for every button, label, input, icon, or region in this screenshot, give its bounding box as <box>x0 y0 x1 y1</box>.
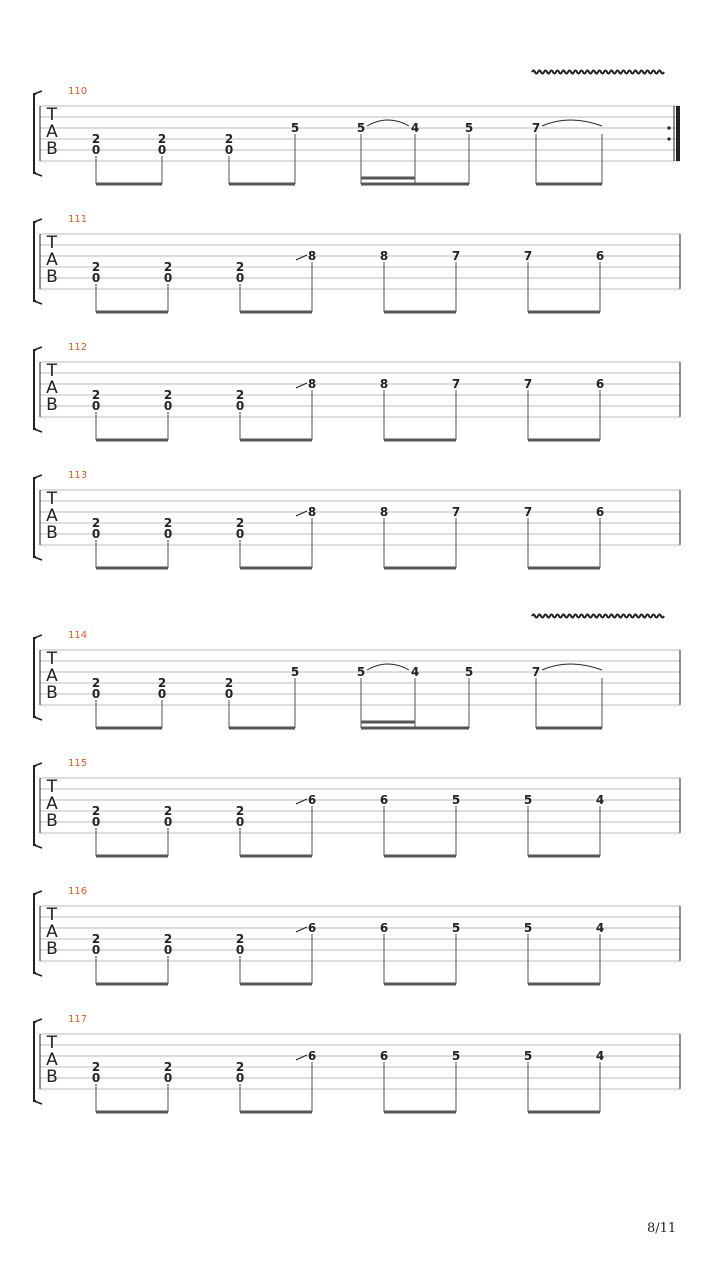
tab-note <box>236 1060 244 1112</box>
tab-note <box>596 793 604 856</box>
fret-number: 7 <box>451 505 461 519</box>
tab-note <box>380 793 388 856</box>
fret-number: 2 <box>163 260 173 274</box>
fret-number: 0 <box>163 1071 173 1085</box>
fret-number: 0 <box>163 399 173 413</box>
tab-note <box>452 249 460 312</box>
fret-number: 8 <box>307 505 317 519</box>
fret-number: 5 <box>451 921 461 935</box>
fret-number: 0 <box>235 943 245 957</box>
fret-number: 6 <box>307 793 317 807</box>
tab-clef-b: B <box>46 395 58 415</box>
tab-clef-t: T <box>46 233 58 253</box>
tab-note <box>92 932 100 984</box>
fret-number: 2 <box>235 1060 245 1074</box>
fret-number: 5 <box>523 921 533 935</box>
fret-number: 4 <box>410 665 420 679</box>
fret-number: 2 <box>91 676 101 690</box>
fret-number: 7 <box>451 377 461 391</box>
system-bracket <box>34 1022 36 1101</box>
fret-number: 2 <box>91 516 101 530</box>
fret-number: 2 <box>157 676 167 690</box>
tab-note <box>92 132 100 184</box>
tab-note <box>452 921 460 984</box>
fret-number: 5 <box>523 793 533 807</box>
measure-number: 112 <box>68 342 88 353</box>
tab-note <box>296 793 316 856</box>
fret-number: 4 <box>595 793 605 807</box>
fret-number: 7 <box>531 665 541 679</box>
fret-number: 8 <box>307 249 317 263</box>
tab-note <box>158 676 166 728</box>
bracket-top-hook <box>34 635 42 638</box>
fret-number: 0 <box>163 815 173 829</box>
tab-clef-t: T <box>46 905 58 925</box>
tab-note <box>291 665 299 728</box>
tab-note <box>532 664 602 728</box>
tab-note <box>465 121 473 184</box>
bracket-bottom-hook <box>34 429 42 432</box>
measure-number: 115 <box>68 758 88 769</box>
bracket-bottom-hook <box>34 301 42 304</box>
tab-note <box>411 665 419 728</box>
tab-clef-a: A <box>46 506 58 526</box>
tab-system-116 <box>34 886 680 984</box>
tab-clef-t: T <box>46 649 58 669</box>
fret-number: 2 <box>91 260 101 274</box>
bracket-top-hook <box>34 763 42 766</box>
fret-number: 0 <box>91 399 101 413</box>
fret-number: 0 <box>235 1071 245 1085</box>
repeat-dot <box>667 137 670 140</box>
tab-note <box>164 1060 172 1112</box>
fret-number: 4 <box>595 1049 605 1063</box>
tab-note <box>380 921 388 984</box>
fret-number: 0 <box>224 687 234 701</box>
tab-system-114 <box>34 615 680 729</box>
tab-note <box>524 505 532 568</box>
fret-number: 8 <box>379 505 389 519</box>
fret-number: 7 <box>531 121 541 135</box>
tab-note <box>465 665 473 728</box>
tab-clef-b: B <box>46 683 58 703</box>
fret-number: 7 <box>523 377 533 391</box>
system-bracket <box>34 638 36 717</box>
fret-number: 2 <box>163 388 173 402</box>
fret-number: 2 <box>91 132 101 146</box>
tab-note <box>596 249 604 312</box>
system-bracket <box>34 94 36 173</box>
fret-number: 4 <box>410 121 420 135</box>
tab-note <box>92 1060 100 1112</box>
fret-number: 0 <box>157 143 167 157</box>
tab-clef-a: A <box>46 250 58 270</box>
tab-note <box>296 377 316 440</box>
tab-note <box>296 249 316 312</box>
tab-note <box>532 120 602 184</box>
fret-number: 6 <box>307 921 317 935</box>
tab-system-117 <box>34 1014 680 1112</box>
tab-note <box>380 505 388 568</box>
measure-number: 116 <box>68 886 88 897</box>
fret-number: 2 <box>91 1060 101 1074</box>
fret-number: 8 <box>307 377 317 391</box>
tie-arc <box>367 664 409 670</box>
fret-number: 2 <box>163 804 173 818</box>
tab-note <box>164 516 172 568</box>
bracket-bottom-hook <box>34 973 42 976</box>
tab-note <box>380 377 388 440</box>
bracket-bottom-hook <box>34 1101 42 1104</box>
fret-number: 6 <box>379 1049 389 1063</box>
fret-number: 6 <box>595 505 605 519</box>
tab-note <box>524 921 532 984</box>
tab-system-115 <box>34 758 680 856</box>
tab-clef-a: A <box>46 378 58 398</box>
bracket-top-hook <box>34 347 42 350</box>
tab-system-111 <box>34 214 680 312</box>
fret-number: 2 <box>157 132 167 146</box>
fret-number: 0 <box>91 815 101 829</box>
repeat-dot <box>667 126 670 129</box>
bracket-top-hook <box>34 891 42 894</box>
fret-number: 0 <box>235 527 245 541</box>
tab-system-112 <box>34 342 680 440</box>
tab-note <box>524 249 532 312</box>
tab-clef-t: T <box>46 1033 58 1053</box>
fret-number: 0 <box>91 687 101 701</box>
page-number: 8/11 <box>647 1221 677 1236</box>
fret-number: 0 <box>91 943 101 957</box>
fret-number: 8 <box>379 377 389 391</box>
tab-note <box>92 676 100 728</box>
tie-arc <box>542 664 602 670</box>
tie-arc <box>367 120 409 126</box>
tab-clef-t: T <box>46 489 58 509</box>
bracket-bottom-hook <box>34 173 42 176</box>
tab-note <box>164 932 172 984</box>
tab-note <box>164 260 172 312</box>
fret-number: 0 <box>163 943 173 957</box>
fret-number: 0 <box>91 143 101 157</box>
fret-number: 2 <box>235 804 245 818</box>
system-bracket <box>34 766 36 845</box>
fret-number: 5 <box>523 1049 533 1063</box>
tie-arc <box>542 120 602 126</box>
fret-number: 0 <box>163 271 173 285</box>
fret-number: 0 <box>235 399 245 413</box>
fret-number: 0 <box>235 271 245 285</box>
fret-number: 6 <box>379 793 389 807</box>
fret-number: 7 <box>523 505 533 519</box>
system-bracket <box>34 894 36 973</box>
tab-note <box>452 505 460 568</box>
fret-number: 2 <box>235 932 245 946</box>
bracket-bottom-hook <box>34 845 42 848</box>
tab-clef-b: B <box>46 811 58 831</box>
fret-number: 0 <box>163 527 173 541</box>
measure-number: 113 <box>68 470 88 481</box>
fret-number: 2 <box>235 516 245 530</box>
fret-number: 5 <box>356 121 366 135</box>
fret-number: 2 <box>235 388 245 402</box>
tab-note <box>296 921 316 984</box>
tab-note <box>596 921 604 984</box>
tab-note <box>524 1049 532 1112</box>
tab-note <box>357 664 409 728</box>
tab-note <box>236 932 244 984</box>
tab-note <box>357 120 409 184</box>
fret-number: 2 <box>91 932 101 946</box>
fret-number: 5 <box>356 665 366 679</box>
fret-number: 0 <box>224 143 234 157</box>
tab-clef-a: A <box>46 794 58 814</box>
bracket-top-hook <box>34 1019 42 1022</box>
fret-number: 2 <box>235 260 245 274</box>
fret-number: 0 <box>235 815 245 829</box>
tab-clef-b: B <box>46 139 58 159</box>
tab-note <box>411 121 419 184</box>
tab-note <box>524 793 532 856</box>
fret-number: 6 <box>595 377 605 391</box>
fret-number: 6 <box>307 1049 317 1063</box>
fret-number: 2 <box>163 1060 173 1074</box>
bracket-top-hook <box>34 91 42 94</box>
bracket-top-hook <box>34 475 42 478</box>
tab-note <box>452 793 460 856</box>
tab-note <box>158 132 166 184</box>
tab-clef-b: B <box>46 939 58 959</box>
tab-clef-a: A <box>46 666 58 686</box>
tab-note <box>236 388 244 440</box>
vibrato-mark <box>532 615 664 618</box>
fret-number: 0 <box>157 687 167 701</box>
fret-number: 7 <box>523 249 533 263</box>
measure-number: 117 <box>68 1014 88 1025</box>
fret-number: 6 <box>595 249 605 263</box>
tab-note <box>164 804 172 856</box>
fret-number: 6 <box>379 921 389 935</box>
tab-note <box>452 377 460 440</box>
tab-note <box>236 260 244 312</box>
tab-note <box>596 377 604 440</box>
bracket-bottom-hook <box>34 717 42 720</box>
vibrato-mark <box>532 71 664 74</box>
tab-clef-a: A <box>46 1050 58 1070</box>
system-bracket <box>34 222 36 301</box>
tab-note <box>296 505 316 568</box>
fret-number: 5 <box>451 793 461 807</box>
fret-number: 7 <box>451 249 461 263</box>
tab-note <box>225 676 233 728</box>
tab-note <box>380 249 388 312</box>
tab-note <box>296 1049 316 1112</box>
tab-note <box>236 804 244 856</box>
tab-note <box>452 1049 460 1112</box>
fret-number: 5 <box>290 121 300 135</box>
measure-number: 114 <box>68 630 88 641</box>
tab-clef-a: A <box>46 922 58 942</box>
tab-note <box>92 804 100 856</box>
tab-system-110 <box>34 71 680 185</box>
system-bracket <box>34 350 36 429</box>
tab-note <box>236 516 244 568</box>
tab-note <box>92 516 100 568</box>
fret-number: 0 <box>91 527 101 541</box>
fret-number: 5 <box>290 665 300 679</box>
tab-note <box>164 388 172 440</box>
bracket-bottom-hook <box>34 557 42 560</box>
tab-note <box>596 505 604 568</box>
tab-clef-b: B <box>46 267 58 287</box>
measure-number: 110 <box>68 86 88 97</box>
tab-clef-t: T <box>46 105 58 125</box>
tab-note <box>380 1049 388 1112</box>
fret-number: 2 <box>163 516 173 530</box>
tab-clef-t: T <box>46 777 58 797</box>
tab-note <box>596 1049 604 1112</box>
tab-note <box>225 132 233 184</box>
fret-number: 5 <box>464 121 474 135</box>
measure-number: 111 <box>68 214 88 225</box>
system-bracket <box>34 478 36 557</box>
tab-note <box>524 377 532 440</box>
tab-note <box>92 260 100 312</box>
fret-number: 0 <box>91 271 101 285</box>
fret-number: 5 <box>464 665 474 679</box>
fret-number: 2 <box>91 388 101 402</box>
tab-clef-a: A <box>46 122 58 142</box>
tab-system-113 <box>34 470 680 568</box>
tab-note <box>92 388 100 440</box>
fret-number: 5 <box>451 1049 461 1063</box>
fret-number: 8 <box>379 249 389 263</box>
fret-number: 0 <box>91 1071 101 1085</box>
fret-number: 4 <box>595 921 605 935</box>
tab-clef-b: B <box>46 1067 58 1087</box>
bracket-top-hook <box>34 219 42 222</box>
fret-number: 2 <box>224 676 234 690</box>
fret-number: 2 <box>163 932 173 946</box>
fret-number: 2 <box>91 804 101 818</box>
tab-note <box>291 121 299 184</box>
tab-clef-t: T <box>46 361 58 381</box>
tab-clef-b: B <box>46 523 58 543</box>
fret-number: 2 <box>224 132 234 146</box>
